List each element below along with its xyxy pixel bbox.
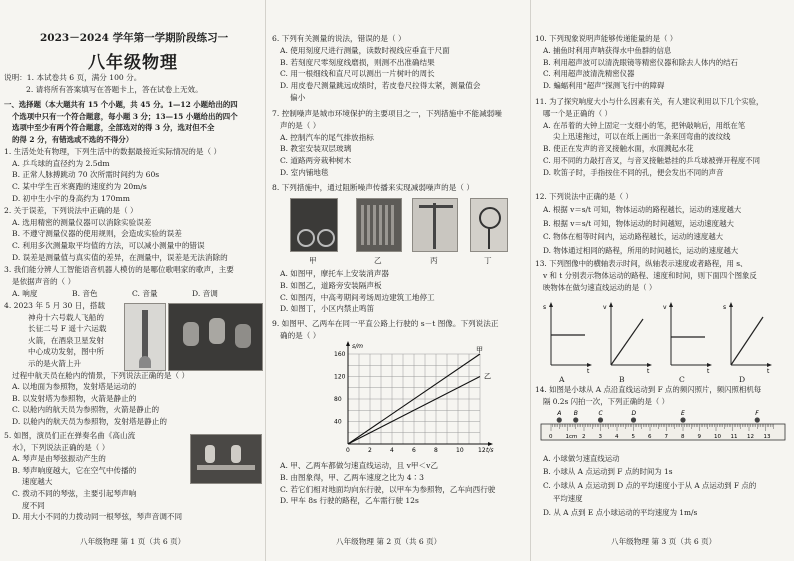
option: B. 如图乙，道路旁安装隔声板 [280, 280, 382, 290]
ruler-number: 9 [697, 434, 701, 440]
ball-position [598, 417, 603, 422]
motion-graphs [539, 297, 789, 387]
x-axis-label: t/s [486, 447, 494, 454]
option: D. 物体通过相同的路程，所用的时间越长，运动的速度越大 [543, 245, 739, 255]
option: D. 如图丁，小区内禁止鸣笛 [280, 304, 375, 314]
page-footer: 八年级物理 第 3 页（共 6 页） [611, 537, 717, 546]
ruler-number: 13 [763, 434, 771, 440]
exam-header: 2023－2024 学年第一学期阶段练习一 [40, 32, 229, 44]
ball-position [680, 417, 685, 422]
option: C. 利用多次测量取平均值的方法，可以减小测量中的错误 [12, 241, 205, 251]
y-tick-label: 40 [334, 418, 342, 426]
q3-option-a: A. 响度 [12, 289, 38, 298]
question-10: 10. 下列现象说明声能够传递能量的是（ ） A. 捕鱼时利用声呐获得水中鱼群的信息 B. 利用超声波可以清洗眼镜等精密仪器和除去人体内的结石 C. 利用超声波清洗精密仪器 D. 蝙蝠利用“超声”探测飞行中的障碍 [535, 34, 738, 91]
exam-page-1 [0, 0, 265, 561]
svg-text:t: t [647, 368, 650, 375]
ruler-number: 12 [747, 434, 754, 440]
question-6: 6. 下列有关测量的说法，错误的是（ ） A. 使用刻度尺进行测量，读数时视线应垂直于尺面 B. 若刻度尺零刻度线磨损，则测不出准确结果 C. 用一根细线和直尺可以测出一片树叶的周长 D. 用皮卷尺测量跳远成绩时，若皮卷尺拉得太紧，测量值会 偏小 [272, 34, 481, 102]
question-1: 1. 生活处处有物理，下列生活中的数据最接近实际情况的是（ ） A. 乒乓球的直径约为 2.5dm B. 正常人脉搏跳动 70 次所需时间约为 60s C. 某中学生百米赛跑的速度约为 20m/s D. 初中生小宇的身高约为 170mm [4, 147, 222, 203]
option: D. 室内铺地毯 [280, 167, 329, 177]
option: A. 在吊着的大钟上固定一支细小的笔，把钟敲响后，用纸在笔 [543, 120, 746, 130]
option: C. 物体在相等时间内，运动路程越长，运动的速度越大 [543, 232, 724, 242]
svg-text:t: t [767, 368, 770, 375]
svg-text:s: s [723, 304, 727, 311]
x-tick-label: 4 [390, 447, 394, 454]
graph-label-a: A [559, 375, 565, 384]
option: B. 小球从 A 点运动到 F 点的时间为 1s [543, 467, 673, 477]
x-tick-label: 0 [346, 447, 350, 454]
y-axis-arrow [346, 341, 350, 346]
y-tick-label: 80 [334, 396, 342, 403]
option: B. 教室安装双层玻璃 [280, 144, 352, 154]
x-axis-arrow [488, 442, 493, 446]
option: D. 蝙蝠利用“超声”探测飞行中的障碍 [543, 81, 665, 91]
x-tick-label: 8 [434, 447, 438, 454]
option: A. 捕鱼时利用声呐获得水中鱼群的信息 [543, 45, 672, 55]
option: B. 由图象得，甲、乙两车速度之比为 4∶3 [280, 472, 424, 482]
option: C. 用一根细线和直尺可以测出一片树叶的周长 [280, 69, 435, 79]
option: B. 不遵守测量仪器的使用规则，会造成实验的误差 [12, 229, 182, 239]
question-9: 9. 如图甲、乙两车在同一平直公路上行驶的 s－t 图像。下列说法正 确的是（ ） [272, 319, 499, 340]
svg-text:t: t [587, 368, 590, 375]
question-2: 2. 关于误差，下列说法中正确的是（ ） A. 选用精密的测量仪器可以消除实验误差 B. 不遵守测量仪器的使用规则，会造成实验的误差 C. 利用多次测量取平均值的方法，可以减小测量中的错误 D. 误差是测量值与真实值的差异，在测量中，误差是无法消除的 [4, 206, 228, 262]
svg-text:v: v [603, 304, 607, 311]
graph-a [543, 302, 592, 375]
graph-label-d: D [739, 375, 746, 384]
question-8-options [272, 268, 435, 315]
graph-d [723, 302, 772, 375]
graph-label-b: B [619, 375, 625, 384]
option: A. 根据 v＝s/t 可知，物体运动的路程越长，运动的速度越大 [543, 205, 742, 215]
astronaut-cabin-photo [168, 303, 263, 371]
option: D. 用大小不同的力拨动同一根琴弦，琴声音调不同 [12, 512, 183, 522]
option: D. 吹笛子时，手指按住不同的孔，便会发出不同的声音 [543, 167, 724, 177]
graph-b [603, 302, 652, 375]
ball-point-label: E [681, 410, 685, 417]
question-14-options: A. 小球做匀速直线运动 B. 小球从 A 点运动到 F 点的时间为 1s C. 小球从 A 点运动到 D 点的平均速度小于从 A 点运动到 F 点的 平均速度 D. 从 A 点到 E 点小球运动的平均速度为 1m/s [535, 452, 756, 519]
question-5: 5. 如图，演员们正在弹奏名曲《高山流 水》，下列说法正确的是（ ） A. 琴声是由琴弦振动产生的 B. 琴声响度越大，它在空气中传播的 速度越大 C. 拨动不同的琴弦，主要引起琴声响 度不同 D. 用大小不同的力拨动同一根琴弦，琴声音调不同 [4, 431, 183, 522]
option: D. 误差是测量值与真实值的差异，在测量中，误差是无法消除的 [12, 252, 228, 262]
ball-point-label: B [573, 410, 578, 417]
option: C. 拨动不同的琴弦，主要引起琴声响 [12, 488, 137, 498]
instruction-line: 2. 请将所有答案填写在答题卡上，答在试卷上无效。 [26, 85, 203, 94]
question-9-options [272, 460, 495, 507]
y-tick-label: 120 [334, 373, 346, 381]
question-4: 4. 2023 年 5 月 30 日，搭载 神舟十六号载人飞船的 长征二号 F 遥十六运载 火箭，在酒泉卫星发射 中心成功发射，图中所 示的是火箭上升 过程中航天员在舱内的情景，下列说法正确的是（ ） A. 以地面为参照物，发射塔是运动的 B. 以发射塔为参照物，火箭是静止的 C. 以舱内的航天员为参照物，火箭是静止的 D. 以舱内的航天员为参照物，发射塔是静止的 [4, 301, 190, 426]
option: D. 以舱内的航天员为参照物，发射塔是静止的 [12, 416, 167, 426]
option: A. 如图甲，摩托车上安装消声器 [280, 269, 390, 278]
option: C. 道路两旁栽种树木 [280, 156, 352, 166]
ball-point-label: A [557, 410, 562, 417]
option: A. 使用刻度尺进行测量，读数时视线应垂直于尺面 [280, 45, 450, 55]
exam-page-3 [530, 0, 794, 561]
exam-title: 八年级物理 [88, 53, 178, 73]
option: B. 根据 v＝s/t 可知，物体运动的时间越短，运动速度越大 [543, 218, 734, 228]
option: B. 利用超声波可以清洗眼镜等精密仪器和除去人体内的结石 [543, 57, 738, 67]
svg-text:s: s [543, 304, 547, 311]
option: A. 甲、乙两车都做匀速直线运动，且 v甲＜v乙 [280, 461, 438, 470]
option: A. 以地面为参照物，发射塔是运动的 [12, 382, 137, 392]
ruler-number: 6 [648, 434, 652, 440]
ball-point-label: F [755, 410, 759, 417]
question-14: 14. 如图是小球从 A 点沿直线运动到 F 点的频闪照片，频闪照相机每 隔 0.2s 闪拍一次，下列正确的是（ ） [535, 385, 762, 406]
option: C. 用不同的力敲打音叉，与音叉接触悬挂的乒乓球被弹开程度不同 [543, 155, 761, 165]
ruler-number: 4 [615, 434, 619, 440]
ball-position [573, 417, 578, 422]
q3-option-c: C. 音量 [132, 289, 158, 298]
option: C. 如图丙，中高考期间考场周边建筑工地停工 [280, 292, 435, 302]
construction-site-photo [412, 198, 458, 252]
option: A. 选用精密的测量仪器可以消除实验误差 [12, 217, 152, 227]
section-1-header: 一、选择题（本大题共有 15 个小题，共 45 分。1—12 小题给出的四 个选项中只有一个符合题意，每小题 3 分；13—15 小题给出的四个 选项中至少有两个符合题意，全部选对的得 3 分，选对但不全 的得 2 分，有错选或不选的不得分） [4, 100, 238, 144]
option: A. 小球做匀速直线运动 [543, 454, 620, 463]
option: D. 初中生小宇的身高约为 170mm [12, 193, 130, 203]
question-8: 8. 下列措施中，通过阻断噪声传播来实现减弱噪声的是（ ） [272, 183, 474, 192]
option: C. 某中学生百米赛跑的速度约为 20m/s [12, 182, 147, 192]
ruler-number: 1cm [565, 434, 578, 440]
ruler-number: 8 [681, 434, 685, 440]
page-footer: 八年级物理 第 2 页（共 6 页） [336, 537, 442, 546]
ruler-number: 3 [598, 434, 602, 440]
option: C. 利用超声波清洗精密仪器 [543, 69, 635, 79]
figure-label-yi: 乙 [374, 256, 382, 265]
page-footer: 八年级物理 第 1 页（共 6 页） [80, 537, 186, 546]
figure-label-bing: 丙 [430, 256, 438, 265]
question-13: 13. 下列图像中的横轴表示时间，纵轴表示速度或者路程，用 s、 v 和 t 分别表示物体运动的路程、速度和时间，则下面四个图象反 映物体在做匀速直线运动的是（ ） [535, 259, 757, 292]
series-label-2: 乙 [484, 372, 491, 381]
option: D. 用皮卷尺测量跳远成绩时，若皮卷尺拉得太紧，测量值会 [280, 81, 481, 91]
ruler-number: 0 [549, 434, 553, 440]
option: A. 琴声是由琴弦振动产生的 [12, 454, 106, 464]
ruler-number: 5 [631, 434, 635, 440]
x-tick-label: 12 [478, 447, 486, 454]
ruler-number: 7 [664, 434, 668, 440]
q3-option-b: B. 音色 [72, 289, 98, 298]
option: B. 若刻度尺零刻度线磨损，则测不出准确结果 [280, 57, 435, 67]
series-label-1: 甲 [476, 346, 483, 354]
option: B. 使正在发声的音叉接触水面，水面溅起水花 [543, 144, 694, 154]
figure-label-jia: 甲 [309, 256, 317, 265]
ball-point-label: D [631, 410, 637, 417]
question-7: 7. 控制噪声是城市环境保护的主要项目之一，下列措施中不能减弱噪 声的是（ ） A. 控制汽车的尾气排放指标 B. 教室安装双层玻璃 C. 道路两旁栽种树木 D. 室内铺地毯 [272, 109, 502, 177]
exam-page-2 [265, 0, 530, 561]
y-axis-label: s/m [352, 343, 363, 350]
sound-barrier-photo [356, 198, 402, 252]
option: B. 正常人脉搏跳动 70 次所需时间约为 60s [12, 170, 160, 180]
graph-c [663, 302, 712, 375]
ruler-svg [537, 410, 789, 448]
option: C. 若它们相对地面均向东行驶，以甲车为参照物，乙车向西行驶 [280, 484, 496, 494]
ruler-number: 10 [714, 434, 721, 440]
option: C. 小球从 A 点运动到 D 点的平均速度小于从 A 点运动到 F 点的 [543, 480, 757, 490]
x-tick-label: 10 [456, 447, 464, 454]
ruler-number: 2 [582, 434, 586, 440]
s-t-graph [326, 340, 506, 458]
x-tick-label: 6 [412, 447, 416, 454]
option: C. 以舱内的航天员为参照物，火箭是静止的 [12, 405, 160, 415]
question-11: 11. 为了探究响度大小与什么因素有关，有人建议利用以下几个实验， 哪一个是正确的（ ） A. 在吊着的大钟上固定一支细小的笔，把钟敲响后，用纸在笔 尖上迅速拖过，可以在纸上画出一条来回弯曲的波纹线 B. 使正在发声的音叉接触水面，水面溅起水花 C. 用不同的力敲打音叉，与音叉接触悬挂的乒乓球被弹开程度不同 D. 吹笛子时，手指按住不同的孔，便会发出不同的声音 [535, 97, 764, 177]
ruler-with-ball-positions [537, 410, 789, 448]
y-tick-label: 160 [334, 351, 346, 358]
option: D. 甲车 8s 行驶的路程，乙车需行驶 12s [280, 496, 419, 506]
motorcycle-photo [290, 198, 338, 252]
q3-option-d: D. 音调 [192, 289, 218, 298]
instruction-line: 说明：1. 本试卷共 6 页，满分 100 分。 [4, 73, 142, 82]
x-tick-label: 2 [368, 447, 372, 454]
figure-label-ding: 丁 [484, 256, 492, 265]
question-12: 12. 下列说法中正确的是（ ） A. 根据 v＝s/t 可知，物体运动的路程越长，运动的速度越大 B. 根据 v＝s/t 可知，物体运动的时间越短，运动速度越大 C. 物体在相等时间内，运动路程越长，运动的速度越大 D. 物体通过相同的路程，所用的时间越长，运动的速度越大 [535, 190, 741, 257]
graph-label-c: C [679, 375, 685, 384]
instructions [4, 72, 203, 96]
option: A. 控制汽车的尾气排放指标 [280, 132, 374, 142]
ball-position [557, 417, 562, 422]
option: B. 琴声响度越大，它在空气中传播的 [12, 465, 137, 475]
option: B. 以发射塔为参照物，火箭是静止的 [12, 393, 137, 403]
no-honking-sign-photo [470, 198, 508, 252]
ball-point-label: C [598, 410, 603, 417]
ball-position [755, 417, 760, 422]
question-3: 3. 我们能分辨人工智能语音机器人模仿的是哪位歌唱家的歌声，主要 是依据声音的（ ） [4, 265, 234, 286]
rocket-photo [124, 303, 166, 371]
ball-position [631, 417, 636, 422]
svg-text:v: v [663, 304, 667, 311]
option: A. 乒乓球的直径约为 2.5dm [12, 158, 110, 168]
ruler-number: 11 [730, 434, 738, 440]
guqin-players-photo [190, 434, 262, 484]
svg-text:t: t [707, 368, 710, 375]
option: D. 从 A 点到 E 点小球运动的平均速度为 1m/s [543, 507, 698, 517]
